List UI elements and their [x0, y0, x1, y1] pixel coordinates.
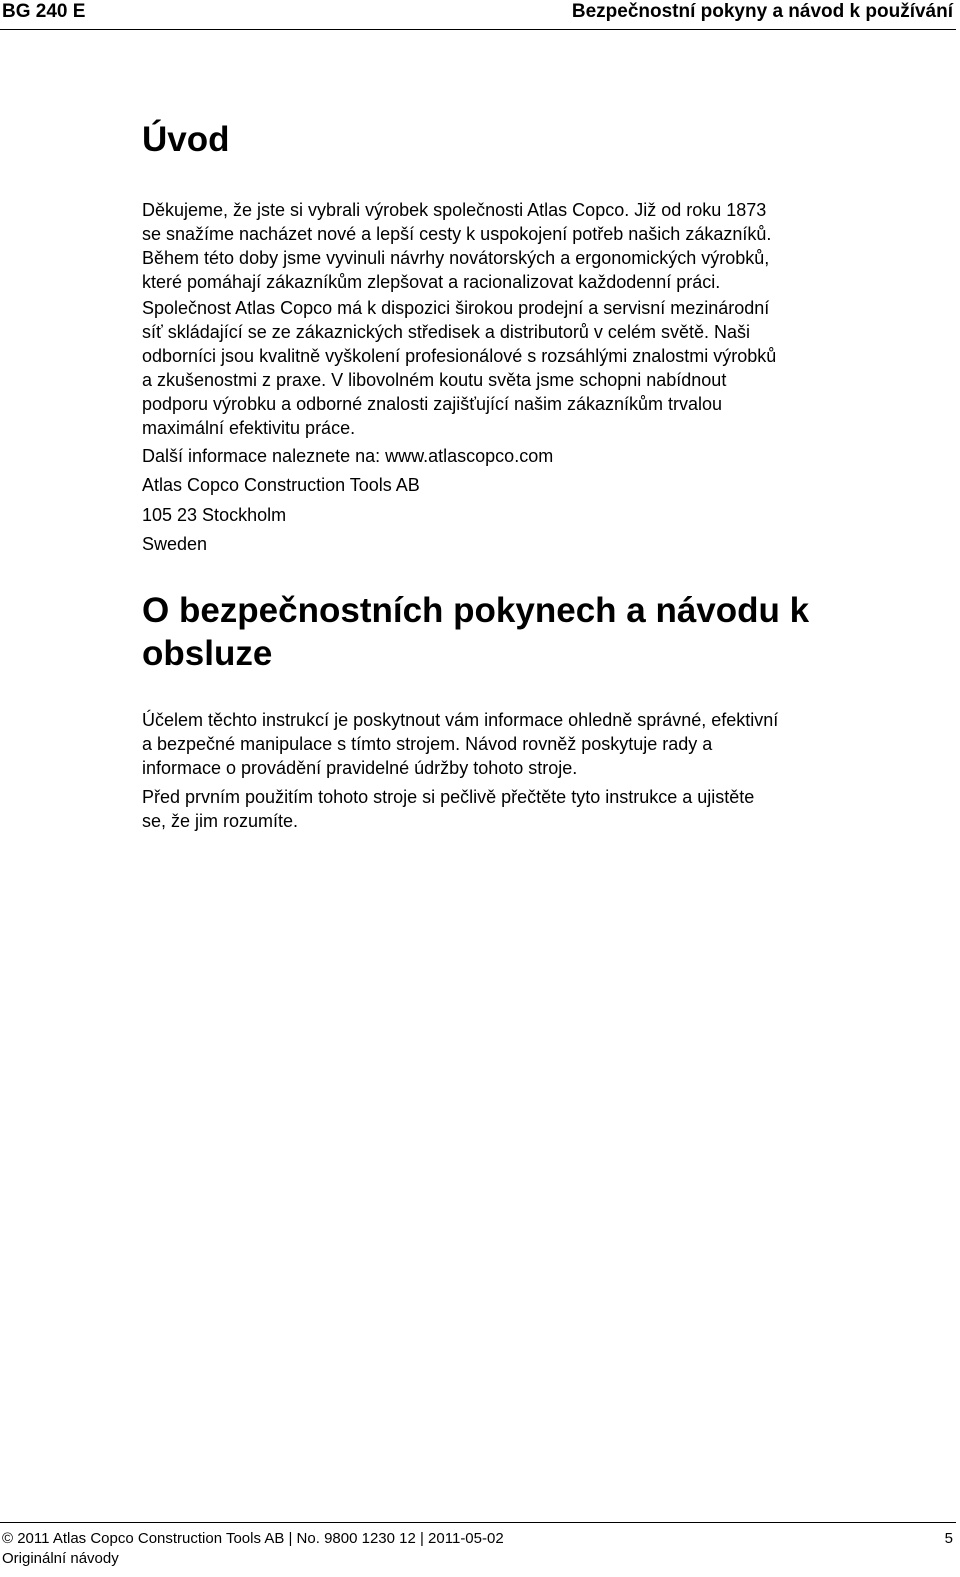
company-name: Atlas Copco Construction Tools AB — [142, 475, 420, 495]
text-line: Děkujeme, že jste si vybrali výrobek společnosti Atlas Copco. Již od roku 1873 — [142, 200, 767, 220]
text-line: Účelem těchto instrukcí je poskytnout vám informace ohledně správné, efektivní — [142, 710, 779, 730]
text-line: síť skládající se ze zákaznických středisek a distributorů v celém světě. Naši — [142, 322, 750, 342]
safety-heading-line: O bezpečnostních pokynech a návodu k — [142, 591, 810, 630]
text-line: se, že jim rozumíte. — [142, 811, 299, 831]
more-info-text: Další informace naleznete na: www.atlascopco.com — [142, 446, 554, 466]
text-line: se snažíme nacházet nové a lepší cesty k uspokojení potřeb našich zákazníků. — [142, 224, 772, 244]
safety-heading-line: obsluze — [142, 634, 273, 673]
text-line: Během této doby jsme vyvinuli návrhy novátorských a ergonomických výrobků, — [142, 248, 770, 268]
safety-heading — [142, 589, 809, 675]
text-line: podporu výrobku a odborné znalosti zajišťující našim zákazníkům trvalou — [142, 394, 723, 414]
safety-paragraph-purpose — [142, 708, 778, 780]
country: Sweden — [142, 534, 208, 554]
intro-paragraph-network — [142, 296, 776, 440]
product-name: BG 240 E — [2, 1, 86, 22]
intro-paragraph-thanks — [142, 198, 771, 294]
text-line: které pomáhají zákazníkům zlepšovat a racionalizovat každodenní práci. — [142, 272, 721, 292]
text-line: Společnost Atlas Copco má k dispozici širokou prodejní a servisní mezinárodní — [142, 298, 770, 318]
text-line: maximální efektivitu práce. — [142, 418, 356, 438]
text-line: a zkušenostmi z praxe. V libovolném koutu světa jsme schopni nabídnout — [142, 370, 727, 390]
text-line: Před prvním použitím tohoto stroje si pečlivě přečtěte tyto instrukce a ujistěte — [142, 787, 755, 807]
footer-divider — [0, 1522, 956, 1523]
page-number: 5 — [944, 1530, 953, 1547]
text-line: informace o provádění pravidelné údržby tohoto stroje. — [142, 758, 578, 778]
footer-copyright: © 2011 Atlas Copco Construction Tools AB | No. 9800 1230 12 | 2011-05-02 — [2, 1530, 504, 1547]
text-line: odborníci jsou kvalitně vyškolení profesionálové s rozsáhlými znalostmi výrobků — [142, 346, 777, 366]
safety-paragraph-read-first — [142, 785, 754, 833]
page-header — [0, 0, 960, 30]
text-line: a bezpečné manipulace s tímto strojem. Návod rovněž poskytuje rady a — [142, 734, 713, 754]
manual-title: Bezpečnostní pokyny a návod k používání — [571, 1, 953, 22]
footer-note: Originální návody — [2, 1550, 119, 1567]
intro-heading: Úvod — [142, 120, 230, 159]
postal-address: 105 23 Stockholm — [142, 505, 287, 525]
header-divider — [0, 29, 956, 30]
